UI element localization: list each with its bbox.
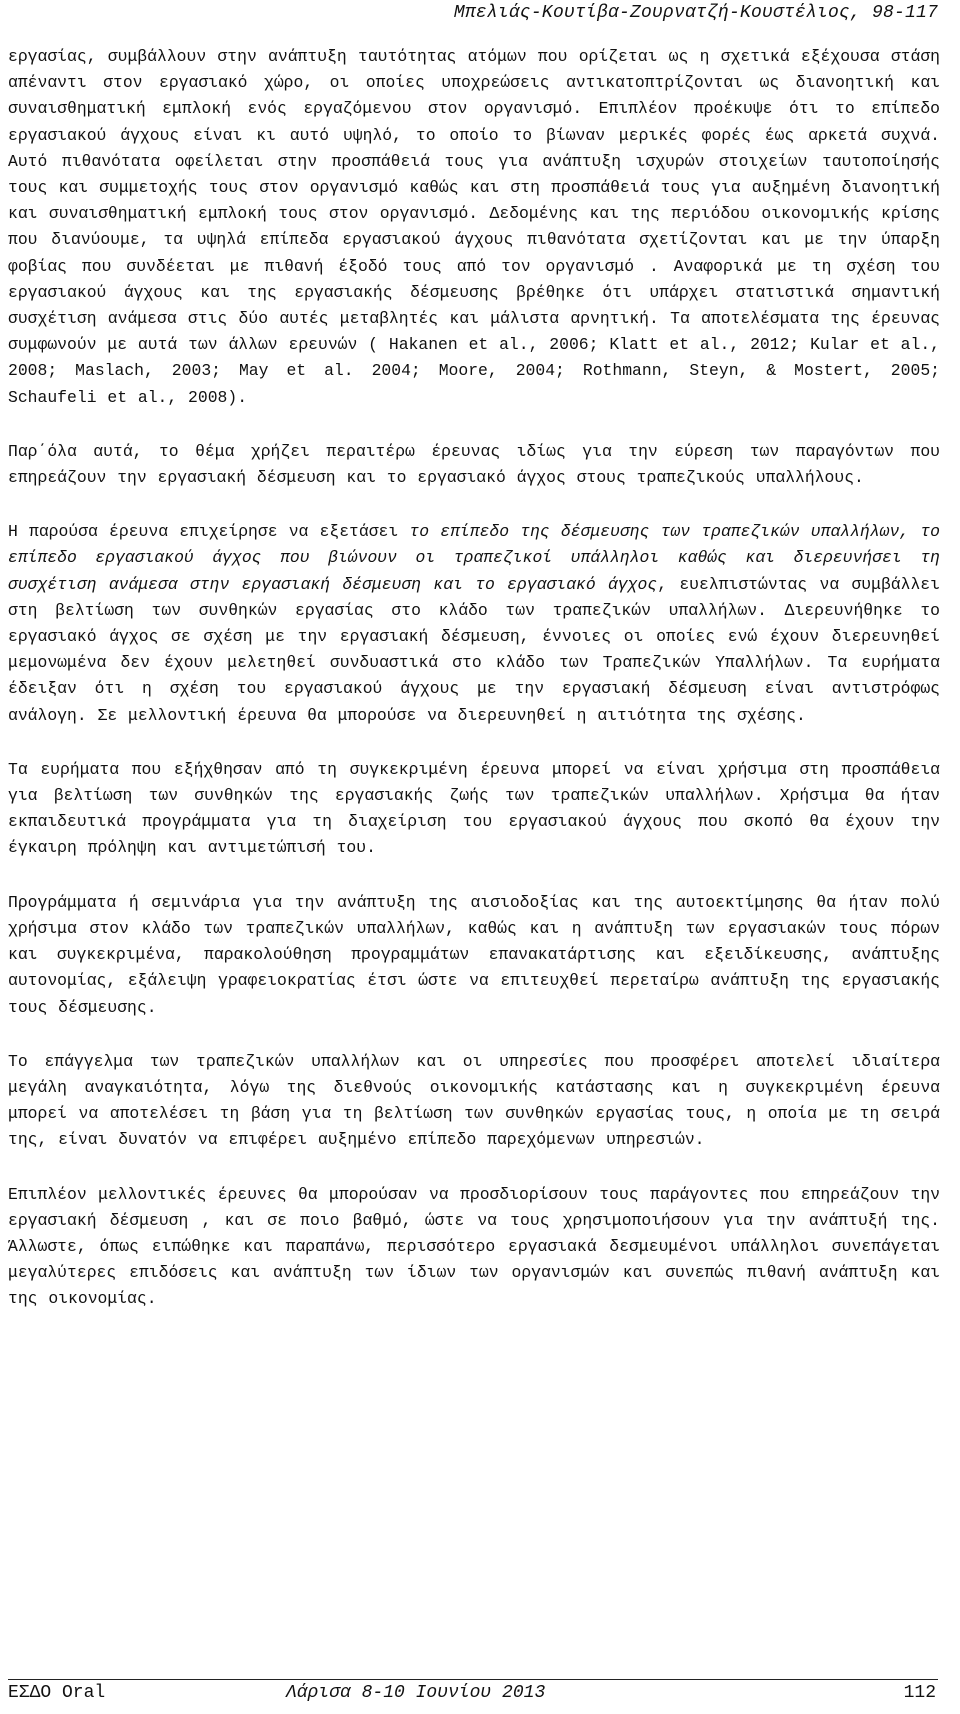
paragraph: [8, 1049, 940, 1154]
page-footer: [8, 1683, 936, 1703]
paragraph-italic-text: το επίπεδο της δέσμευσης των τραπεζικών υπαλλήλων, το επίπεδο εργασιακού άγχος που βιώνουν οι τραπεζικοί υπάλληλοι καθώς και διερευνήσει τη συσχέτιση ανάμεσα στην εργασιακή δέσμευση και το εργασιακό άγχος: [8, 522, 940, 594]
footer-location-date: Λάρισα 8-10 Ιουνίου 2013: [286, 1683, 546, 1703]
paragraph-text: Προγράμματα ή σεμινάρια για την ανάπτυξη της αισιοδοξίας και της αυτοεκτίμησης θα ήταν πολύ χρήσιμα στον κλάδο των τραπεζικών υπαλλήλων, καθώς και η ανάπτυξη των εργασιακών τους πόρων και συγκεκριμένα, παρακολούθηση προγραμμάτων επανακατάρτισης και εξειδίκευσης, ανάπτυξης αυτονομίας, εξάλειψη γραφειοκρατίας έτσι ώστε να επιτευχθεί περεταίρω ανάπτυξη της εργασιακής τους δέσμευσης.: [8, 892, 940, 1017]
paragraph-text: εργασίας, συμβάλλουν στην ανάπτυξη ταυτότητας ατόμων που ορίζεται ως η σχετικά εξέχουσα στάση απέναντι στον εργασιακό χώρο, οι οποίες υποχρεώσεις αντικατοπτρίζονται ως διανοητική και συναισθηματική εμπλοκή ενός εργαζόμενου στον οργανισμό. Επιπλέον προέκυψε ότι το επίπεδο εργασιακού άγχους είναι κι αυτό υψηλό, το οποίο το βίωναν μερικές φορές έως αρκετά συχνά. Αυτό πιθανότατα οφείλεται στην προσπάθειά τους για ανάπτυξη ισχυρών στοιχείων ταυτοποίησής τους και συμμετοχής τους στον οργανισμό καθώς και στη προσπάθειά τους για αυξημένη διανοητική και συναισθηματική εμπλοκή τους στον οργανισμό. Δεδομένης και της περιόδου οικονομικής κρίσης που διανύουμε, τα υψηλά επίπεδα εργασιακού άγχους πιθανότατα σχετίζονται και με την ύπαρξη φοβίας που συνδέεται με πιθανή έξοδό τους από τον οργανισμό . Αναφορικά με τη σχέση του εργασιακού άγχους και της εργασιακής δέσμευσης βρέθηκε ότι υπάρχει στατιστικά σημαντική συσχέτιση ανάμεσα στις δύο αυτές μεταβλητές και μάλιστα αρνητική. Τα αποτελέσματα της έρευνας συμφωνούν με αυτά των άλλων ερευνών ( Hakanen et al., 2006; Klatt et al., 2012; Kular et al., 2008; Maslach, 2003; May et al. 2004; Moore, 2004; Rothmann, Steyn, & Mostert, 2005; Schaufeli et al., 2008).: [8, 47, 940, 407]
paragraph-text: Τα ευρήματα που εξήχθησαν από τη συγκεκριμένη έρευνα μπορεί να είναι χρήσιμα στη προσπάθεια για βελτίωση των συνθηκών της εργασιακής ζωής των τραπεζικών υπαλλήλων. Χρήσιμα θα ήταν εκπαιδευτικά προγράμματα για τη διαχείριση του εργασιακού άγχους που σκοπό θα έχουν την έγκαιρη πρόληψη και αντιμετώπισή του.: [8, 759, 940, 858]
paragraph-text: Η παρούσα έρευνα επιχείρησε να εξετάσει: [8, 522, 410, 542]
page-number: 112: [903, 1683, 936, 1703]
paragraph-text: , ευελπιστώντας να συμβάλλει στη βελτίωση των συνθηκών εργασίας στο κλάδο των τραπεζικών υπαλλήλων. Διερευνήθηκε το εργασιακό άγχος σε σχέση με την εργασιακή δέσμευση, έννοιες οι οποίες ενώ έχουν διερευνηθεί μεμονωμένα δεν έχουν μελετηθεί συνδυαστικά στο κλάδο των Τραπεζικών Υπαλλήλων. Τα ευρήματα έδειξαν ότι η σχέση του εργασιακού άγχους με την εργασιακή δέσμευση είναι αντιστρόφως ανάλογη. Σε μελλοντική έρευνα θα μπορούσε να διερευνηθεί η αιτιότητα της σχέσης.: [8, 574, 940, 725]
paragraph: [8, 44, 940, 411]
paragraph: [8, 519, 940, 729]
footer-rule: [8, 1679, 938, 1680]
running-head: Μπελιάς-Κουτίβα-Ζουρνατζή-Κουστέλιος, 98-117: [453, 3, 938, 23]
paragraph-text: Επιπλέον μελλοντικές έρευνες θα μπορούσαν να προσδιορίσουν τους παράγοντες που επηρεάζουν την εργασιακή δέσμευση , και σε ποιο βαθμό, ώστε να τους χρησιμοποιήσουν για την ανάπτυξή της. Άλλωστε, όπως ειπώθηκε και παραπάνω, περισσότερο εργασιακά δεσμευμένοι υπάλληλοι συνεπάγεται μεγαλύτερες επιδόσεις και ανάπτυξη των ίδιων των οργανισμών και συνεπώς πιθανή ανάπτυξη και της οικονομίας.: [8, 1184, 940, 1309]
paragraph: [8, 890, 940, 1021]
body-text: [8, 44, 940, 1341]
paragraph: [8, 757, 940, 862]
paragraph-text: Το επάγγελμα των τραπεζικών υπαλλήλων και οι υπηρεσίες που προσφέρει αποτελεί ιδιαίτερα μεγάλη αναγκαιότητα, λόγω της διεθνούς οικονομικής κατάστασης και η συγκεκριμένη έρευνα μπορεί να αποτελέσει τη βάση για τη βελτίωση των συνθηκών εργασίας τους, η οποία με τη σειρά της, είναι δυνατόν να επιφέρει αυξημένο επίπεδο παρεχόμενων υπηρεσιών.: [8, 1051, 940, 1150]
paragraph-text: Παρ΄όλα αυτά, το θέμα χρήζει περαιτέρω έρευνας ιδίως για την εύρεση των παραγόντων που επηρεάζουν την εργασιακή δέσμευση και το εργασιακό άγχος στους τραπεζικούς υπαλλήλους.: [8, 441, 940, 488]
paragraph: [8, 439, 940, 491]
footer-conference: ΕΣΔΟ Oral: [8, 1683, 106, 1703]
paragraph: [8, 1182, 940, 1313]
